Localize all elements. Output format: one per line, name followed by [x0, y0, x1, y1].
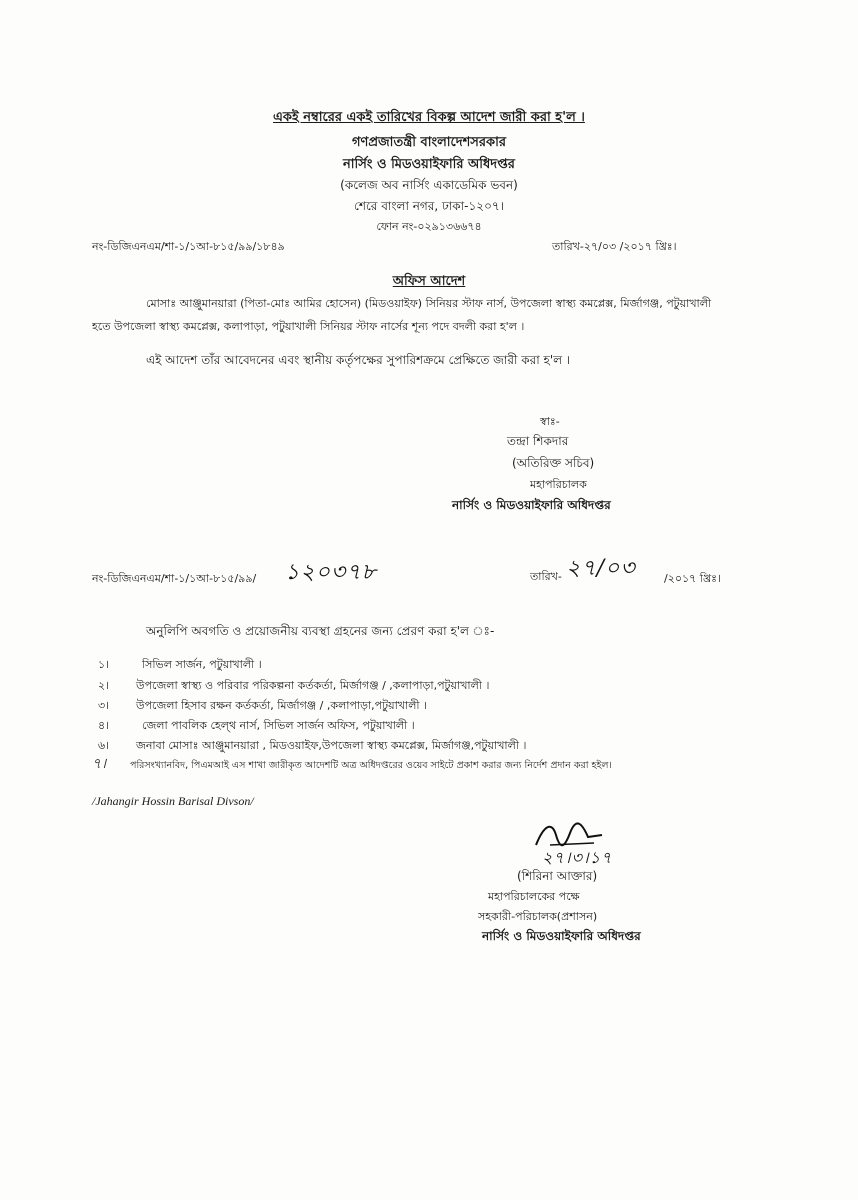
signatory1-designation: (অতিরিক্ত সচিব): [512, 456, 595, 470]
handwritten-date: ২৭/০৩: [566, 556, 636, 581]
signatory1-role: মহাপরিচালক: [530, 478, 587, 491]
signatory1-name: তন্দ্রা শিকদার: [507, 434, 569, 448]
building-name: (কলেজ অব নার্সিং একাডেমিক ভবন): [340, 178, 518, 192]
order-recommendation: এই আদেশ তাঁর আবেদনের এবং স্থানীয় কর্তৃপক্ষের সুপারিশক্রমে প্রেক্ষিতে জারী করা হ'ল ।: [146, 353, 571, 367]
phone-number: ফোন নং-০২৯১৩৬৬৭৪: [376, 220, 482, 233]
memo-date: তারিখ-২৭/০৩ /২০১৭ খ্রিঃ।: [552, 240, 677, 253]
order-body-line2: হতে উপজেলা স্বাস্থ্য কমপ্লেক্স, কলাপাড়া, পটুয়াখালী সিনিয়র স্টাফ নার্সের শূন্য পদে বদলী করা হ'ল ।: [92, 320, 525, 333]
list-item: ১। সিভিল সার্জন, পটুয়াখালী ।: [98, 658, 262, 671]
signatory2-name: (শিরিনা আক্তার): [517, 869, 598, 883]
list-item: ৪। জেলা পাবলিক হেল্‌থ নার্স, সিভিল সার্জন অফিস, পটুয়াখালী ।: [98, 719, 415, 732]
signatory2-on-behalf: মহাপরিচালকের পক্ষে: [488, 890, 580, 903]
directorate-name: নার্সিং ও মিডওয়াইফারি অধিদপ্তর: [343, 157, 515, 172]
correction-notice: একই নম্বারের একই তারিখের বিকল্প আদেশ জারী করা হ'ল ।: [273, 110, 585, 125]
signed-mark: স্বাঃ-: [540, 415, 560, 428]
list-item: ২। উপজেলা স্বাস্থ্য ও পরিবার পরিকল্পনা কর্তকর্তা, মির্জাগঞ্জ / ,কলাপাড়া,পটুয়াখালী ।: [98, 679, 490, 692]
signatory2-designation: সহকারী-পরিচালক(প্রশাসন): [478, 910, 598, 923]
file-note: /Jahangir Hossin Barisal Divson/: [92, 794, 254, 808]
order-body-line1: মোসাঃ আঞ্জুমানয়ারা (পিতা-মোঃ আমির হোসেন) (মিডওয়াইফ) সিনিয়র স্টাফ নার্স, উপজেলা স্বাস্থ্য কমপ্লেক্স, মির্জাগঞ্জ, পটুয়াখালী: [146, 297, 712, 310]
signatory1-office: নার্সিং ও মিডওয়াইফারি অধিদপ্তর: [452, 498, 611, 512]
order-title: অফিস আদেশ: [392, 274, 466, 289]
government-name: গণপ্রজাতন্ত্রী বাংলাদেশসরকার: [351, 135, 507, 150]
copy-intro: অনুলিপি অবগতি ও প্রয়োজনীয় ব্যবস্থা গ্রহনের জন্য প্রেরণ করা হ'ল ঃ-: [146, 624, 495, 638]
handwritten-memo-number: ১২০৩৭৮: [285, 560, 377, 585]
copy-date-label: তারিখ-: [530, 570, 562, 583]
copy-memo-number: নং-ডিজিএনএম/শা-১/১আ-৮১৫/৯৯/: [92, 572, 257, 585]
list-item: ৬। জনাবা মোসাঃ আঞ্জুমানয়ারা , মিডওয়াইফ,উপজেলা স্বাস্থ্য কমপ্লেক্স, মির্জাগঞ্জ,পটুয়াখালী ।: [98, 739, 527, 752]
list-item: ৭। পরিসংখ্যানবিদ, পিএমআই এস শাখা জারীকৃত আদেশটি অত্র অধিদপ্তরের ওয়েব সাইটে প্রকাশ করার জন্য নির্দেশ প্রদান করা হইল।: [92, 756, 612, 772]
address: শেরে বাংলা নগর, ঢাকা-১২০৭।: [354, 199, 504, 213]
signatory2-office: নার্সিং ও মিডওয়াইফারি অধিদপ্তর: [482, 929, 641, 943]
copy-date-year: /২০১৭ খ্রিঃ।: [664, 572, 721, 585]
memo-number: নং-ডিজিএনএম/শা-১/১আ-৮১৫/৯৯/১৮৪৯: [92, 240, 285, 253]
list-item: ৩। উপজেলা হিসাব রক্ষন কর্তকর্তা, মির্জাগঞ্জ / ,কলাপাড়া,পটুয়াখালী ।: [98, 699, 427, 712]
signature-date: ২৭।৩।১৭: [542, 848, 613, 867]
